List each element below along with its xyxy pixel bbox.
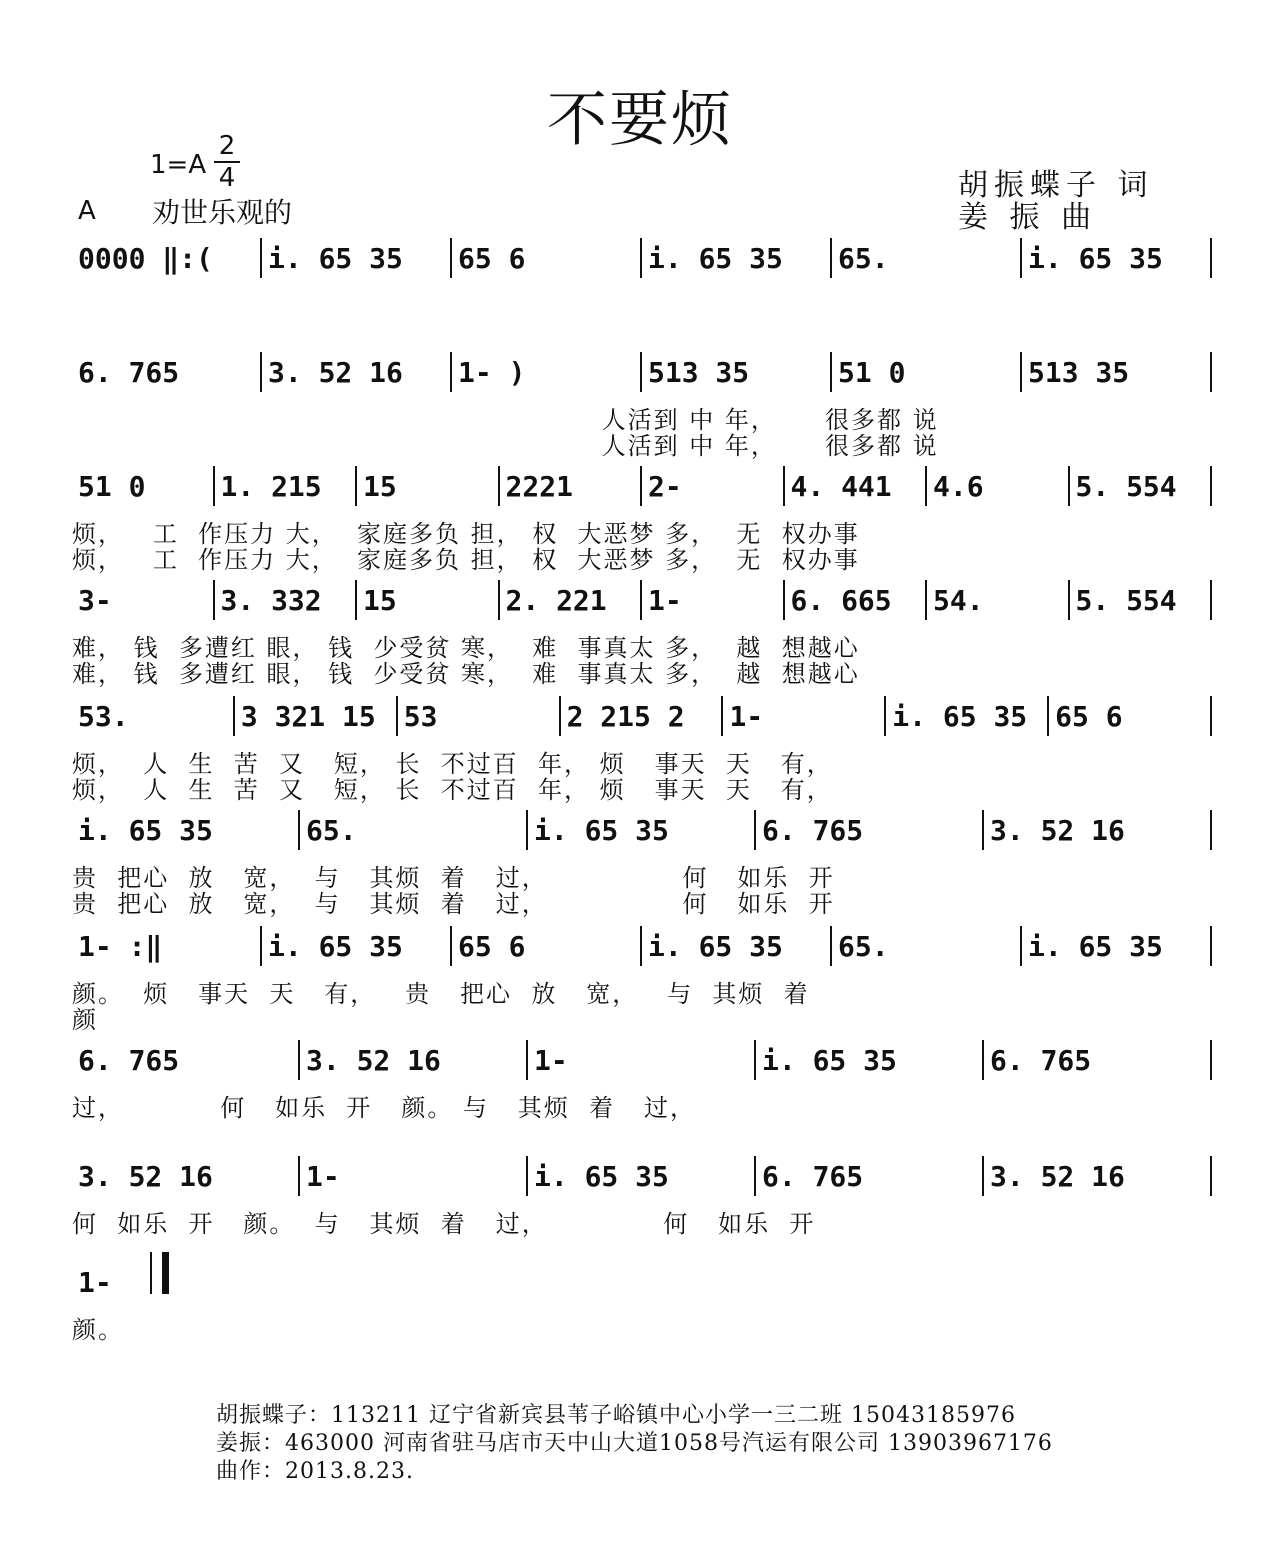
measure: 3. 52 16: [990, 813, 1125, 847]
section-label: A: [78, 196, 96, 226]
notation-row: [72, 916, 1212, 1034]
jianpu-line: [72, 926, 1212, 966]
measure: 2-: [648, 469, 682, 503]
barline: [1210, 696, 1212, 736]
measure: 15: [363, 469, 397, 503]
measure: 54.: [933, 583, 984, 617]
lyric-line: 烦， 人 生 苦 又 短， 长 不过百 年， 烦 事天 天 有，: [72, 750, 833, 778]
measure: 3. 52 16: [78, 1159, 213, 1193]
measure: 51 0: [838, 355, 906, 389]
measure: 513 35: [1028, 355, 1130, 389]
time-signature: [212, 132, 242, 192]
measure: 15: [363, 583, 397, 617]
jianpu-line: [72, 238, 1212, 278]
lyric-line: 人活到 中 年， 很多都 说: [72, 432, 939, 460]
notation-row: [72, 800, 1212, 918]
jianpu-line: [72, 466, 1212, 506]
lyric-line: 难， 钱 多遭红 眼， 钱 少受贫 寒， 难 事真太 多， 越 想越心: [72, 634, 860, 662]
key-signature: 1=A: [150, 150, 207, 180]
barline: [1210, 926, 1212, 966]
jianpu-line: [72, 1262, 142, 1302]
measure: 53.: [78, 699, 129, 733]
measure: 65.: [838, 929, 889, 963]
time-signature-bottom: 4: [218, 163, 236, 193]
measure: 1- ): [458, 355, 526, 389]
barline: [1210, 810, 1212, 850]
measure: 65 6: [458, 241, 526, 275]
measure: 1. 215: [220, 469, 322, 503]
measure: 4.6: [933, 469, 984, 503]
jianpu-line: [72, 696, 1212, 736]
jianpu-line: [72, 580, 1212, 620]
measure: i. 65 35: [762, 1043, 897, 1077]
barline: [1210, 1040, 1212, 1080]
measure: 2. 221: [505, 583, 607, 617]
measure: 65.: [306, 813, 357, 847]
measure: 1- :‖: [78, 929, 163, 963]
measure: 4. 441: [790, 469, 892, 503]
measure: 3-: [78, 583, 112, 617]
footer-line-1: 胡振蝶子：113211 辽宁省新宾县苇子峪镇中心小学一三二班 15043185976: [216, 1403, 1016, 1428]
barline: [1210, 1156, 1212, 1196]
footer-line-2: 姜振：463000 河南省驻马店市天中山大道1058号汽运有限公司 13903967176: [216, 1431, 1053, 1456]
measure: 6. 665: [790, 583, 892, 617]
measure: 5. 554: [1075, 583, 1177, 617]
barline: [1210, 238, 1212, 278]
barline: [1210, 580, 1212, 620]
lyric-line: 烦， 工 作压力 大， 家庭多负 担， 权 大恶梦 多， 无 权办事: [72, 520, 860, 548]
lyric-line: 烦， 工 作压力 大， 家庭多负 担， 权 大恶梦 多， 无 权办事: [72, 546, 860, 574]
jianpu-line: [72, 810, 1212, 850]
measure: 3. 52 16: [306, 1043, 441, 1077]
measure: i. 65 35: [78, 813, 213, 847]
notation-row: [72, 570, 1212, 688]
measure: 0000 ‖:(: [78, 241, 213, 275]
measure: 513 35: [648, 355, 750, 389]
song-title: 不要烦: [547, 85, 733, 155]
notation-row: [72, 1252, 1212, 1344]
measure: 1-: [729, 699, 764, 733]
measure: i. 65 35: [534, 813, 669, 847]
notation-row: [72, 228, 1212, 288]
measure: 5. 554: [1075, 469, 1177, 503]
measure: i. 65 35: [1028, 929, 1163, 963]
measure: 3 321 15: [240, 699, 376, 733]
notation-row: [72, 1146, 1212, 1238]
notation-row: [72, 1030, 1212, 1122]
barline: [1210, 466, 1212, 506]
footer-line-3: 曲作：2013.8.23.: [216, 1459, 414, 1484]
measure: 1-: [534, 1043, 568, 1077]
measure: 6. 765: [78, 355, 180, 389]
measure: 6. 765: [78, 1043, 180, 1077]
measure: i. 65 35: [648, 241, 783, 275]
measure: 53: [403, 699, 438, 733]
lyric-line: 贵 把心 放 宽， 与 其烦 着 过， 何 如乐 开: [72, 890, 835, 918]
lyric-line: 颜: [72, 1006, 98, 1034]
mood-marking: 劝世乐观的: [152, 196, 293, 229]
measure: 1-: [78, 1265, 112, 1299]
lyric-line: 人活到 中 年， 很多都 说: [72, 406, 939, 434]
time-signature-top: 2: [218, 131, 236, 161]
notation-row: [72, 686, 1212, 804]
jianpu-line: [72, 352, 1212, 392]
lyric-line: 烦， 人 生 苦 又 短， 长 不过百 年， 烦 事天 天 有，: [72, 776, 833, 804]
measure: 1-: [306, 1159, 340, 1193]
measure: 51 0: [78, 469, 146, 503]
measure: 6. 765: [762, 1159, 864, 1193]
measure: i. 65 35: [268, 241, 403, 275]
lyric-line: 难， 钱 多遭红 眼， 钱 少受贫 寒， 难 事真太 多， 越 想越心: [72, 660, 860, 688]
notation-row: [72, 342, 1212, 460]
measure: 65 6: [1055, 699, 1123, 733]
lyric-line: 贵 把心 放 宽， 与 其烦 着 过， 何 如乐 开: [72, 864, 835, 892]
measure: 65 6: [458, 929, 526, 963]
notation-row: [72, 456, 1212, 574]
lyric-line: 颜。 烦 事天 天 有， 贵 把心 放 宽， 与 其烦 着: [72, 980, 810, 1008]
measure: i. 65 35: [892, 699, 1028, 733]
final-barline: [150, 1252, 169, 1294]
measure: 2 215 2: [566, 699, 685, 733]
measure: 6. 765: [990, 1043, 1092, 1077]
measure: 2221: [505, 469, 573, 503]
measure: i. 65 35: [534, 1159, 669, 1193]
lyric-line: 过， 何 如乐 开 颜。 与 其烦 着 过，: [72, 1094, 696, 1122]
measure: 3. 52 16: [990, 1159, 1125, 1193]
measure: 65.: [838, 241, 889, 275]
measure: i. 65 35: [1028, 241, 1163, 275]
measure: 3. 332: [220, 583, 322, 617]
measure: 1-: [648, 583, 682, 617]
lyric-line: 颜。: [72, 1316, 124, 1344]
measure: 6. 765: [762, 813, 864, 847]
jianpu-line: [72, 1156, 1212, 1196]
lyric-line: 何 如乐 开 颜。 与 其烦 着 过， 何 如乐 开: [72, 1210, 816, 1238]
measure: 3. 52 16: [268, 355, 403, 389]
measure: i. 65 35: [648, 929, 783, 963]
composer-credit: 姜 振 曲: [958, 200, 1098, 235]
lyricist-credit: 胡振蝶子 词: [958, 168, 1154, 203]
measure: i. 65 35: [268, 929, 403, 963]
barline: [1210, 352, 1212, 392]
jianpu-line: [72, 1040, 1212, 1080]
